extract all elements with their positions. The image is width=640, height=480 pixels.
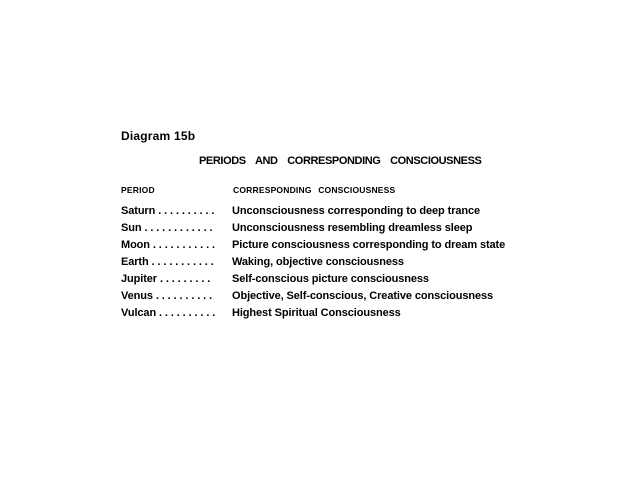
table-row-jupiter xyxy=(121,271,621,288)
period-name: Sun xyxy=(121,222,142,234)
period-name: Vulcan xyxy=(121,307,157,319)
table-row-sun xyxy=(121,220,621,237)
period-name: Earth xyxy=(121,256,149,268)
dot-leader: . . . . . . . . . xyxy=(156,273,211,285)
dot-leader: . . . . . . . . . . xyxy=(152,290,213,302)
period-cell xyxy=(121,237,232,254)
period-name: Moon xyxy=(121,239,150,251)
consciousness-description: Unconsciousness resembling dreamless sleep xyxy=(232,222,473,234)
consciousness-description: Self-conscious picture consciousness xyxy=(232,273,429,285)
period-name: Saturn xyxy=(121,205,156,217)
periods-table xyxy=(121,203,621,322)
consciousness-description: Objective, Self-conscious, Creative consciousness xyxy=(232,290,494,302)
consciousness-description: Waking, objective consciousness xyxy=(232,256,404,268)
table-row-moon xyxy=(121,237,621,254)
dot-leader: . . . . . . . . . . . xyxy=(149,239,215,251)
period-name: Venus xyxy=(121,290,153,302)
page-heading: PERIODS AND CORRESPONDING CONSCIOUSNESS xyxy=(199,155,482,167)
column-header-period: PERIOD xyxy=(121,185,155,195)
consciousness-description: Highest Spiritual Consciousness xyxy=(232,307,401,319)
table-row-vulcan xyxy=(121,305,621,322)
period-cell xyxy=(121,288,232,305)
dot-leader: . . . . . . . . . . xyxy=(155,205,215,217)
period-cell xyxy=(121,305,232,322)
period-cell xyxy=(121,220,232,237)
period-cell xyxy=(121,254,232,271)
table-row-venus xyxy=(121,288,621,305)
column-header-consciousness: CORRESPONDING CONSCIOUSNESS xyxy=(233,185,396,195)
consciousness-description: Picture consciousness corresponding to dream state xyxy=(232,239,506,251)
diagram-title: Diagram 15b xyxy=(121,129,196,143)
table-row-earth xyxy=(121,254,621,271)
table-row-saturn xyxy=(121,203,621,220)
dot-leader: . . . . . . . . . . xyxy=(156,307,216,319)
dot-leader: . . . . . . . . . . . . xyxy=(141,222,213,234)
period-cell xyxy=(121,203,232,220)
consciousness-description: Unconsciousness corresponding to deep trance xyxy=(232,205,481,217)
dot-leader: . . . . . . . . . . . xyxy=(148,256,214,268)
period-cell xyxy=(121,271,232,288)
period-name: Jupiter xyxy=(121,273,157,285)
